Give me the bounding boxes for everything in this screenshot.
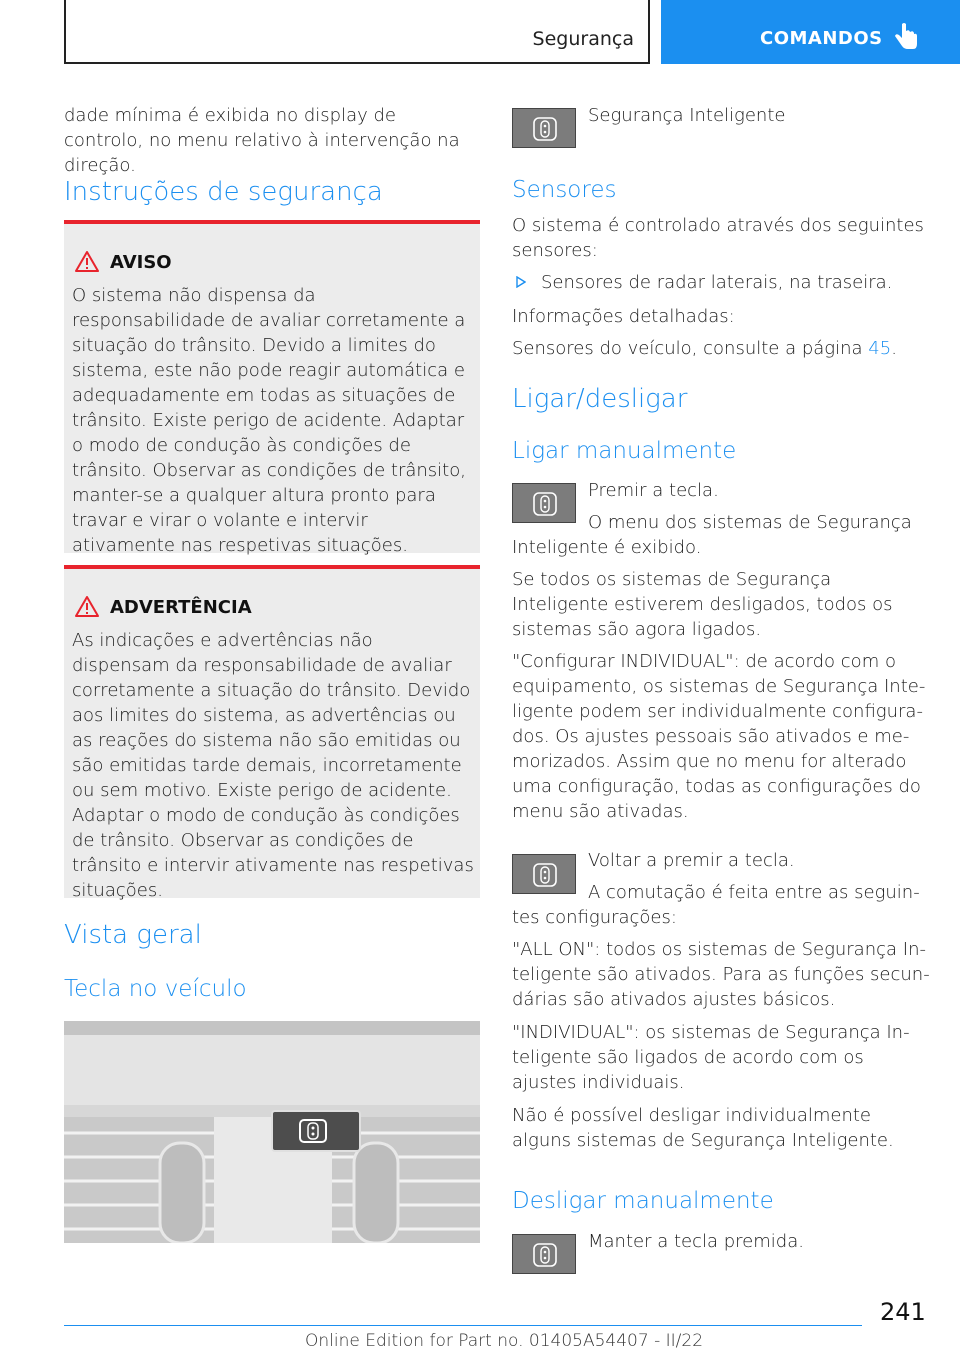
toggle-paragraph: A comutação é feita entre as seguintes configurações: bbox=[512, 882, 920, 928]
edition-footer: Online Edition for Part no. 01405A54407 - II/22 bbox=[305, 1331, 704, 1351]
warning-triangle-icon bbox=[74, 595, 100, 618]
details-ref-text: Sensores do veículo, consulte a página bbox=[512, 338, 863, 359]
footer-divider bbox=[64, 1325, 862, 1326]
page-link-45[interactable]: 45 bbox=[868, 338, 892, 359]
sensors-paragraph: O sistema é controlado através dos seguintes sensores: bbox=[512, 215, 924, 261]
hold-key-text: Manter a tecla premida. bbox=[588, 1231, 804, 1252]
aviso-title: AVISO bbox=[110, 252, 172, 273]
details-ref-suffix: . bbox=[891, 338, 897, 359]
details-reference bbox=[512, 336, 897, 361]
press-again-text: Voltar a premir a tecla. bbox=[588, 850, 795, 871]
advertencia-title: ADVERTÊNCIA bbox=[110, 597, 252, 618]
header-section-box bbox=[64, 0, 650, 64]
all-off-paragraph: Se todos os sistemas de Segurança Inteligente estiverem desligados, todos os sistemas são agora ligados. bbox=[512, 569, 893, 640]
manual-off-heading: Desligar manualmente bbox=[512, 1188, 774, 1214]
sensors-heading: Sensores bbox=[512, 177, 617, 203]
advertencia-box bbox=[64, 565, 480, 901]
advertencia-text: As indicações e advertências não dispensam da responsabilidade de avaliar corretamente a situação do trânsito. Devido aos limites do sistema, as advertências ou as reações do sistema não são emitidas ou são emitidas tarde demais, incorretamente ou sem motivo. Existe perigo de acidente. Adaptar o modo de condução às condições de trânsito. Observar as condições de trânsito e intervir ativamente nas respetivas situações. bbox=[72, 630, 474, 901]
not-possible-paragraph: Não é possível desligar individualmente alguns sistemas de Segurança Inteligente. bbox=[512, 1105, 894, 1151]
dashboard-illustration bbox=[64, 1021, 480, 1243]
press-key-text: Premir a tecla. bbox=[588, 480, 719, 501]
intelligent-safety-key-icon bbox=[512, 1234, 576, 1274]
individual-setting-paragraph: "INDIVIDUAL": os sistemas de Segurança Inteligente são ligados de acordo com os ajustes individuais. bbox=[512, 1022, 910, 1093]
all-on-paragraph: "ALL ON": todos os sistemas de Segurança Inteligente são ativados. Para as funções secundárias são ativados ajustes básicos. bbox=[512, 939, 930, 1010]
warning-triangle-icon bbox=[74, 250, 100, 273]
manual-on-heading: Ligar manualmente bbox=[512, 438, 737, 464]
aviso-text: O sistema não dispensa da responsabilidade de avaliar corretamente a situação do trânsito. Devido a limites do sistema, este não pode reagir automática e adequadamente em todas as situações de trânsito. Existe perigo de acidente. Adaptar o modo de condução às condições de trânsito. Observar as condições de trânsito, manter-se a qualquer altura pronto para travar e virar o volante e intervir ativamente nas respetivas situações. bbox=[72, 285, 466, 556]
safety-instructions-heading: Instruções de segurança bbox=[64, 177, 383, 207]
details-label: Informações detalhadas: bbox=[512, 306, 735, 327]
bullet-triangle-icon bbox=[516, 276, 526, 288]
overview-heading: Vista geral bbox=[64, 920, 202, 950]
intelligent-safety-key-icon bbox=[512, 108, 576, 148]
chapter-tab-label: COMANDOS bbox=[760, 28, 883, 49]
on-off-heading: Ligar/desligar bbox=[512, 384, 688, 414]
vehicle-button-photo bbox=[64, 1021, 480, 1243]
pointing-hand-icon bbox=[893, 22, 919, 52]
section-title: Segurança bbox=[532, 28, 634, 50]
key-label: Segurança Inteligente bbox=[588, 105, 786, 126]
vehicle-key-heading: Tecla no veículo bbox=[64, 976, 247, 1002]
page-number: 241 bbox=[880, 1298, 926, 1326]
sensors-bullet-item: Sensores de radar laterais, na traseira. bbox=[541, 272, 893, 293]
menu-shown-text: O menu dos sistemas de Segurança Inteligente é exibido. bbox=[512, 512, 912, 558]
aviso-box bbox=[64, 220, 480, 556]
chapter-tab[interactable] bbox=[661, 0, 960, 64]
individual-config-paragraph: "Configurar INDIVIDUAL": de acordo com o equipamento, os sistemas de Segurança Inteligente podem ser individualmente configurados. Os ajustes pessoais são ativados e memorizados. Assim que no menu for alterado uma configuração, todas as configurações do menu são ativadas. bbox=[512, 651, 926, 822]
intro-paragraph: dade mínima é exibida no display de controlo, no menu relativo à intervenção na direção. bbox=[64, 105, 460, 176]
